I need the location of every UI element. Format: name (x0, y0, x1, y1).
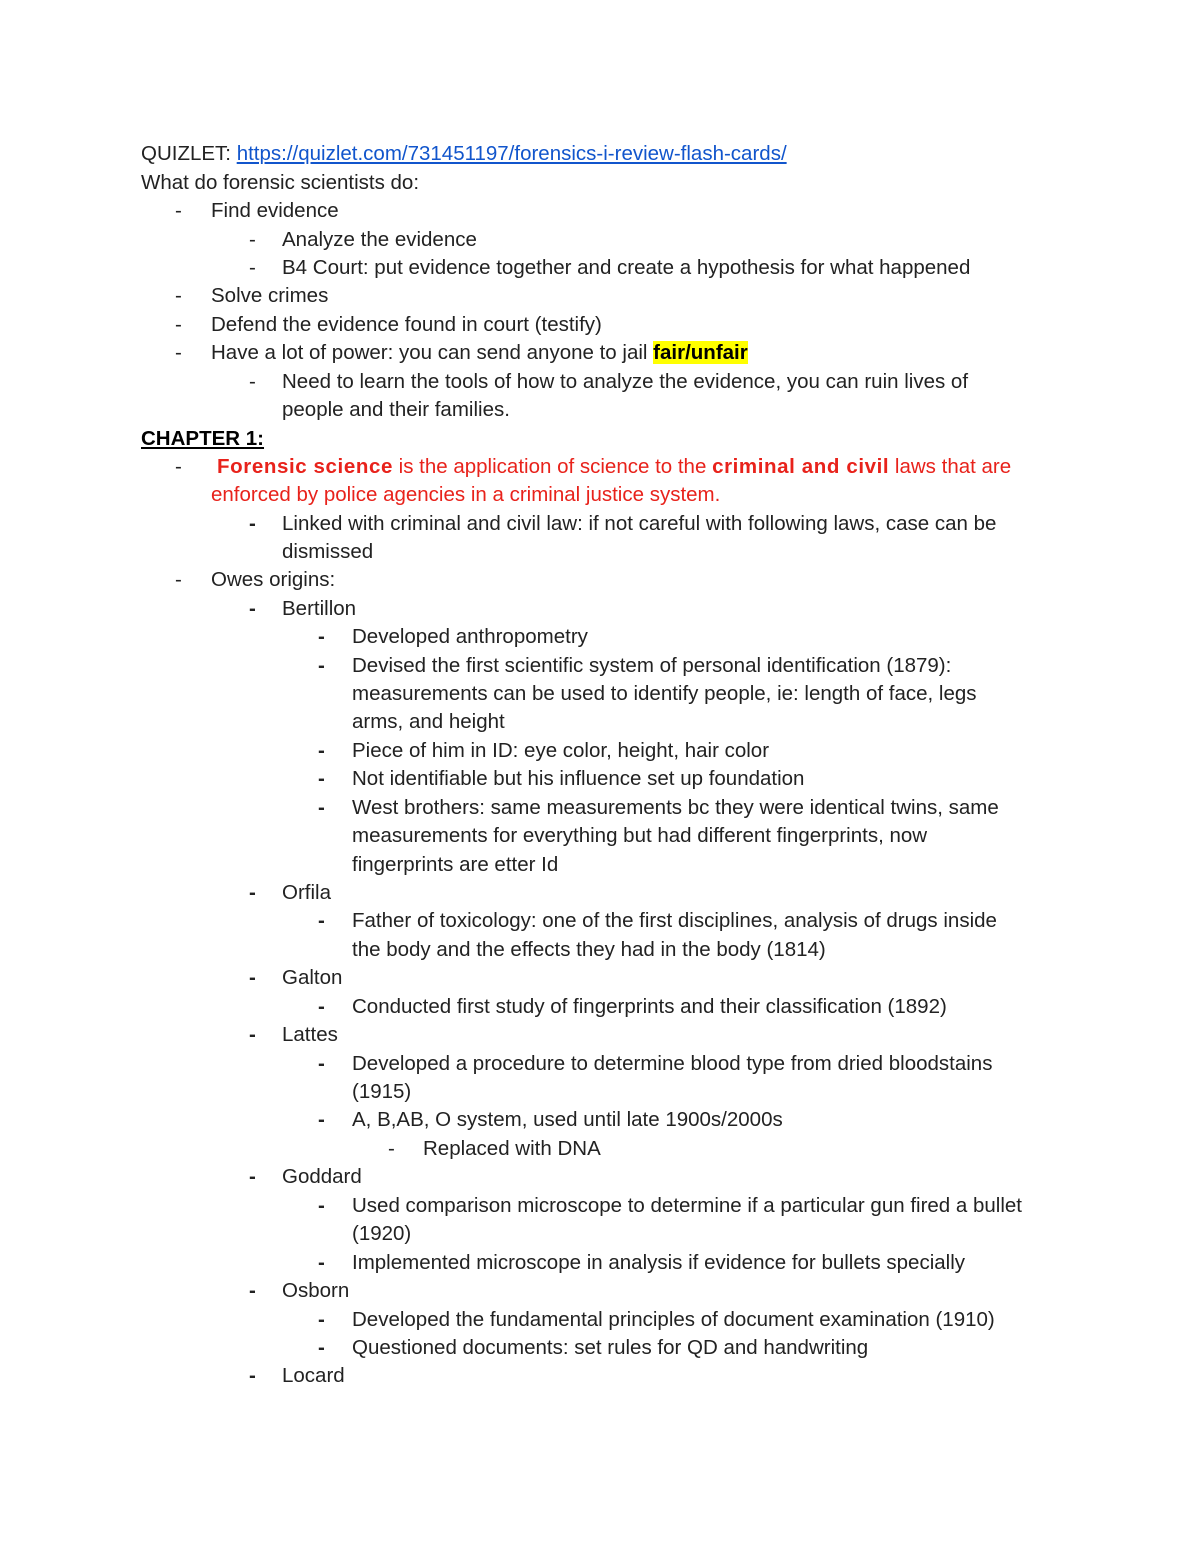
power-text: Have a lot of power: you can send anyone to jail (211, 341, 654, 364)
chapter-heading: CHAPTER 1: (141, 427, 265, 450)
bullet-dash: - (249, 370, 256, 393)
definition-line (217, 453, 1011, 481)
list-item: Devised the first scientific system of personal identification (1879): (352, 654, 952, 677)
bullet-dash: - (249, 256, 256, 279)
list-item: West brothers: same measurements bc they were identical twins, same (352, 796, 999, 819)
bullet-dash: - (318, 767, 325, 790)
bullet-dash: - (318, 1336, 325, 1359)
list-item-continued: (1915) (352, 1080, 412, 1103)
list-item: Developed a procedure to determine blood type from dried bloodstains (352, 1052, 993, 1075)
list-item (211, 339, 748, 367)
person-lattes: Lattes (282, 1023, 338, 1046)
person-galton: Galton (282, 966, 343, 989)
person-locard: Locard (282, 1364, 345, 1387)
bullet-dash: - (249, 1364, 256, 1387)
list-item: Father of toxicology: one of the first disciplines, analysis of drugs inside (352, 909, 997, 932)
list-item-continued: (1920) (352, 1222, 412, 1245)
list-item-continued: measurements for everything but had different fingerprints, now (352, 824, 928, 847)
bullet-dash: - (318, 1308, 325, 1331)
bullet-dash: - (249, 1165, 256, 1188)
bullet-dash: - (175, 341, 182, 364)
term-forensic-science: Forensic science (217, 455, 393, 478)
list-item: B4 Court: put evidence together and create a hypothesis for what happened (282, 256, 971, 279)
list-item-continued: arms, and height (352, 710, 505, 733)
bullet-dash: - (249, 512, 256, 535)
list-item: A, B,AB, O system, used until late 1900s/2000s (352, 1108, 783, 1131)
bullet-dash: - (175, 199, 182, 222)
list-item: Owes origins: (211, 568, 336, 591)
bullet-dash: - (249, 881, 256, 904)
bullet-dash: - (318, 1108, 325, 1131)
list-item: Developed the fundamental principles of document examination (1910) (352, 1308, 995, 1331)
person-osborn: Osborn (282, 1279, 350, 1302)
person-bertillon: Bertillon (282, 597, 357, 620)
quizlet-line (141, 140, 787, 168)
list-item: Linked with criminal and civil law: if not careful with following laws, case can be (282, 512, 997, 535)
list-item: Implemented microscope in analysis if evidence for bullets specially (352, 1251, 966, 1274)
list-item: Not identifiable but his influence set up foundation (352, 767, 805, 790)
list-item-continued: fingerprints are etter Id (352, 853, 559, 876)
list-item: Replaced with DNA (423, 1137, 601, 1160)
bullet-dash: - (175, 568, 182, 591)
list-item: Used comparison microscope to determine if a particular gun fired a bullet (352, 1194, 1022, 1217)
bullet-dash: - (318, 625, 325, 648)
person-goddard: Goddard (282, 1165, 362, 1188)
bullet-dash: - (175, 313, 182, 336)
bullet-dash: - (249, 228, 256, 251)
definition-text-2: laws that are (889, 455, 1012, 478)
list-item-continued: dismissed (282, 540, 374, 563)
fair-unfair-highlight: fair/unfair (653, 341, 748, 364)
bullet-dash: - (175, 284, 182, 307)
bullet-dash: - (318, 1251, 325, 1274)
bullet-dash: - (318, 654, 325, 677)
list-item-continued: people and their families. (282, 398, 510, 421)
bullet-dash: - (175, 455, 182, 478)
bullet-dash: - (318, 1052, 325, 1075)
bullet-dash: - (318, 995, 325, 1018)
bullet-dash: - (388, 1137, 395, 1160)
list-item: Analyze the evidence (282, 228, 477, 251)
list-item: Need to learn the tools of how to analyze the evidence, you can ruin lives of (282, 370, 969, 393)
bullet-dash: - (318, 1194, 325, 1217)
list-item-continued: measurements can be used to identify people, ie: length of face, legs (352, 682, 977, 705)
bullet-dash: - (318, 909, 325, 932)
bullet-dash: - (318, 796, 325, 819)
list-item: Questioned documents: set rules for QD and handwriting (352, 1336, 869, 1359)
bullet-dash: - (249, 1023, 256, 1046)
list-item-continued: the body and the effects they had in the body (1814) (352, 938, 826, 961)
intro-question: What do forensic scientists do: (141, 171, 420, 194)
definition-text: is the application of science to the (392, 455, 713, 478)
list-item: Piece of him in ID: eye color, height, hair color (352, 739, 770, 762)
bullet-dash: - (318, 739, 325, 762)
person-orfila: Orfila (282, 881, 331, 904)
definition-line-2: enforced by police agencies in a criminal justice system. (211, 483, 721, 506)
quizlet-link[interactable]: https://quizlet.com/731451197/forensics-i-review-flash-cards/ (236, 142, 787, 165)
list-item: Developed anthropometry (352, 625, 588, 648)
list-item: Solve crimes (211, 284, 329, 307)
bullet-dash: - (249, 966, 256, 989)
list-item: Defend the evidence found in court (testify) (211, 313, 602, 336)
term-criminal-civil: criminal and civil (712, 455, 890, 478)
bullet-dash: - (249, 1279, 256, 1302)
list-item: Find evidence (211, 199, 339, 222)
quizlet-label: QUIZLET: (141, 142, 237, 165)
bullet-dash: - (249, 597, 256, 620)
list-item: Conducted first study of fingerprints and their classification (1892) (352, 995, 947, 1018)
